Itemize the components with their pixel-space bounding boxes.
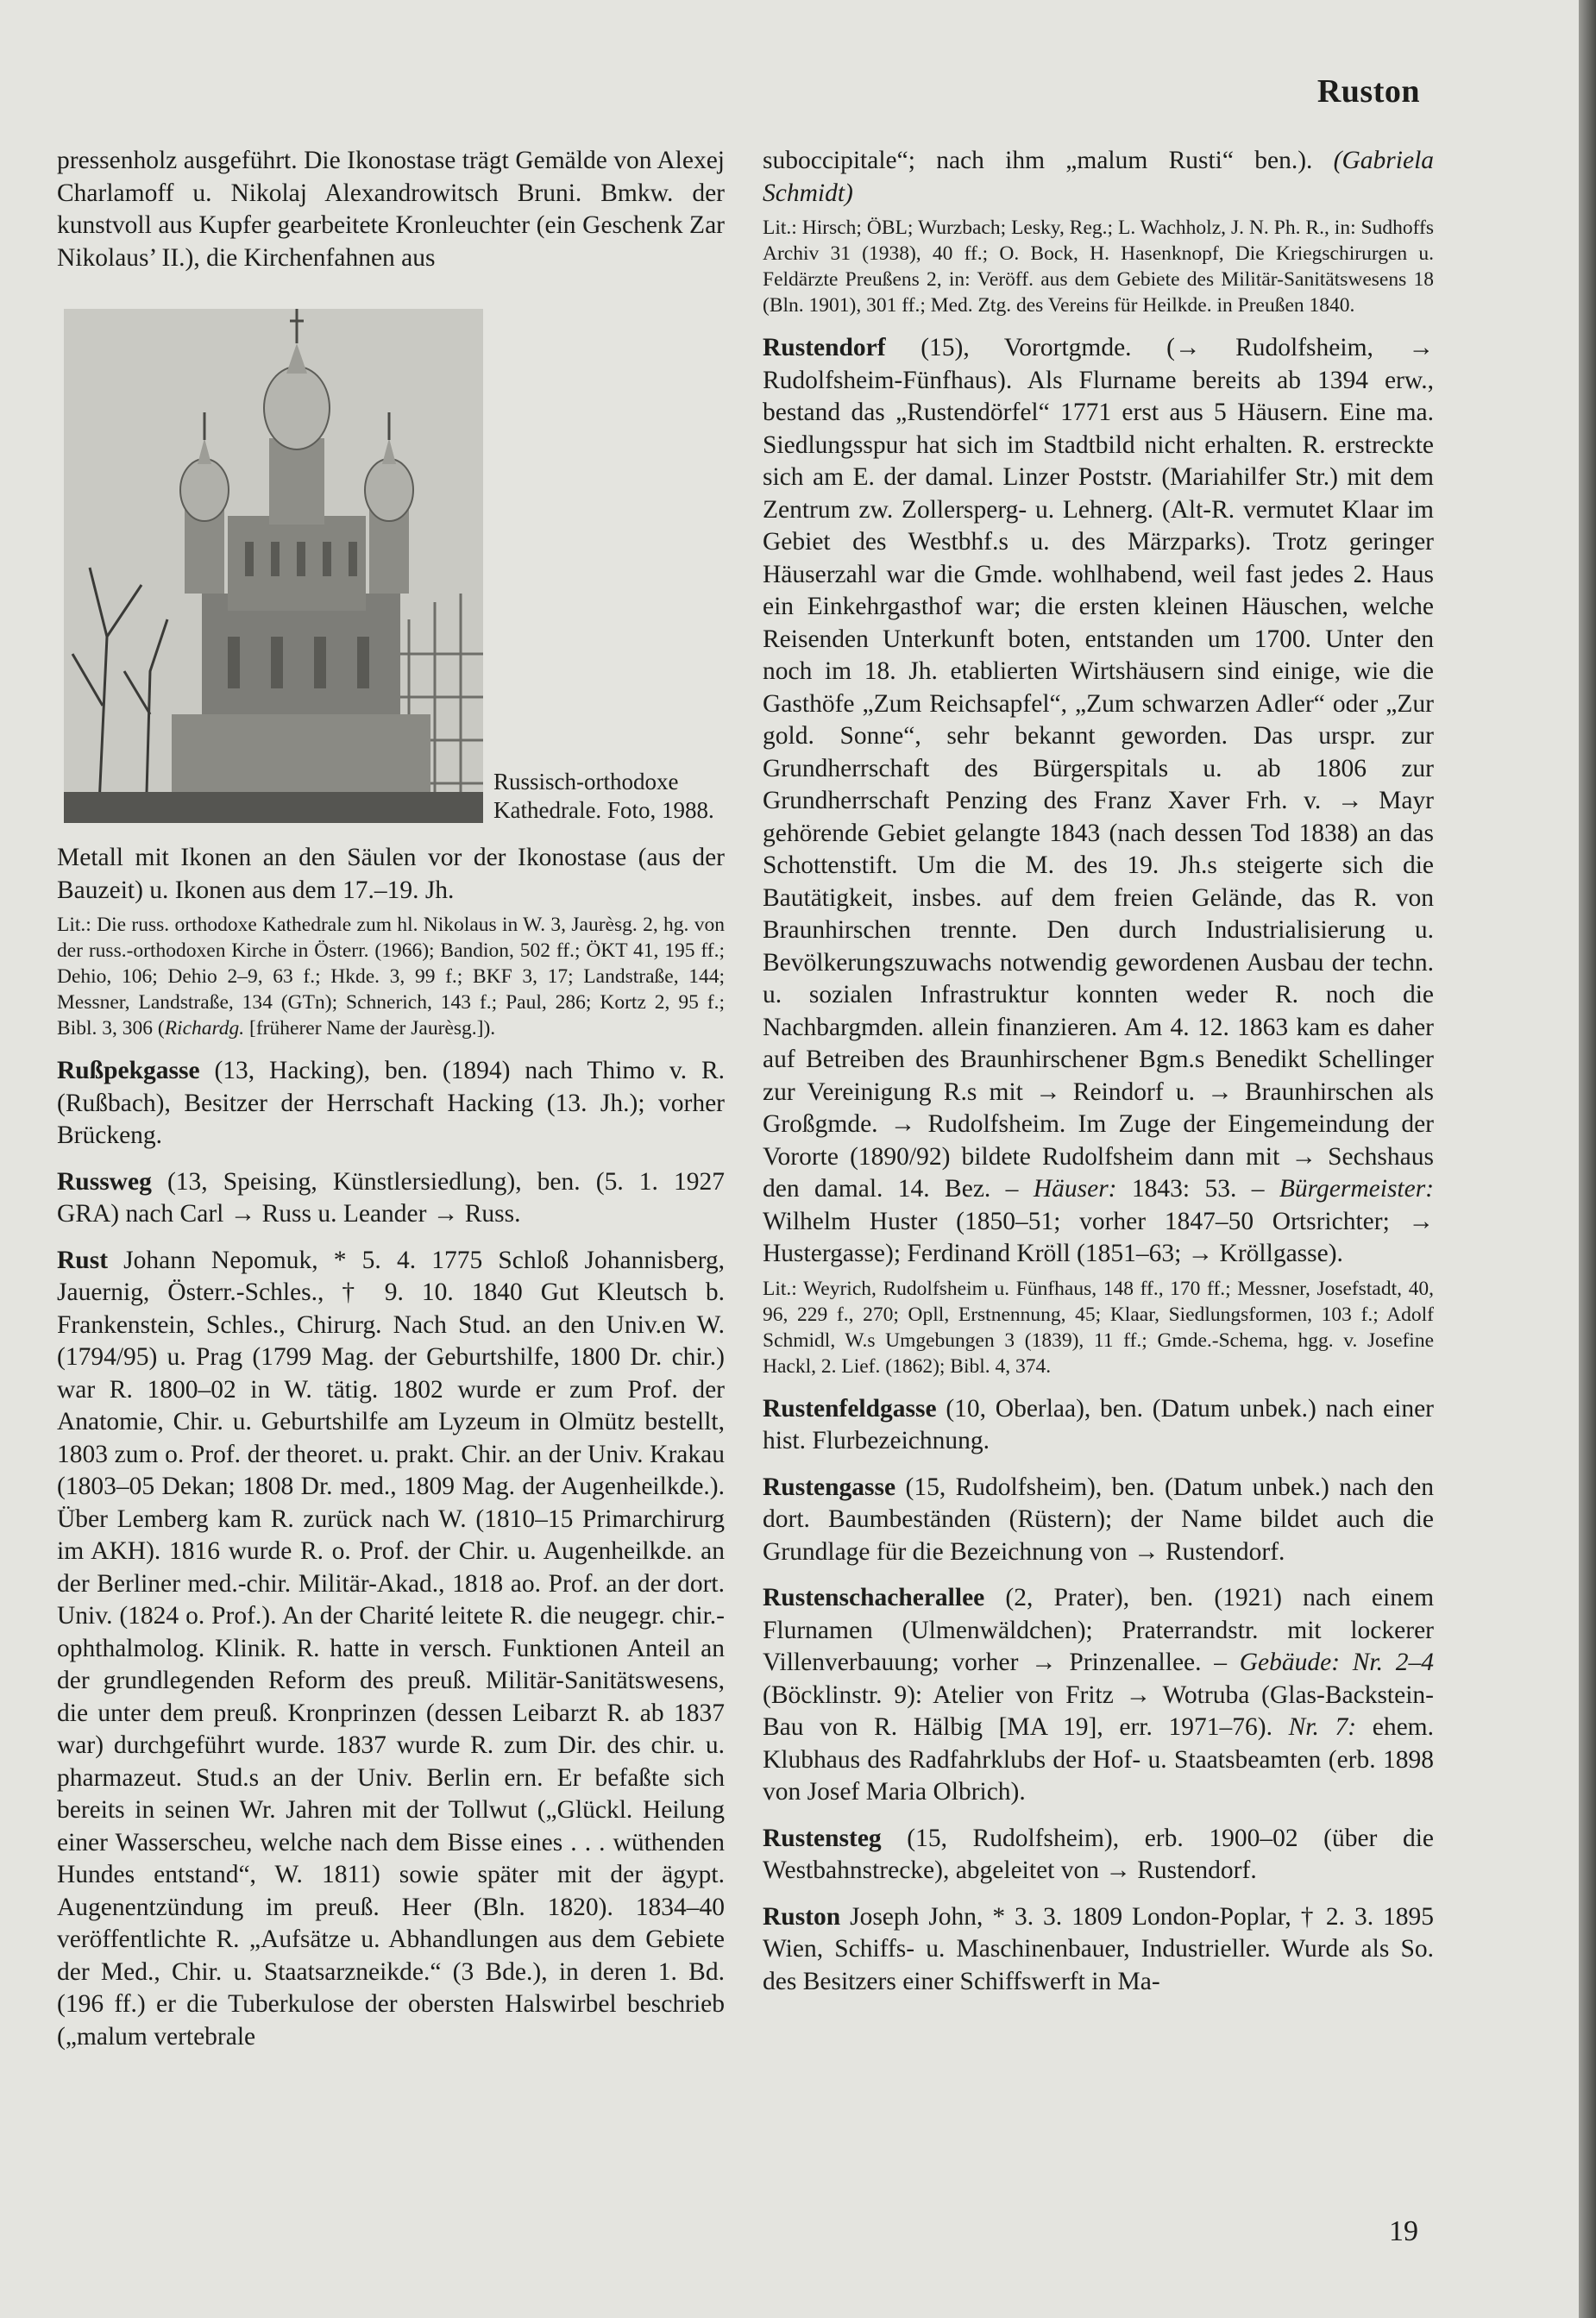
entry-text: (2, Prater), ben. (1921) nach einem Flurnamen (Ulmenwäldchen); Praterrandstr. mit lockerer Villenverbauung; vorher → Prinzenallee. – (763, 1584, 1435, 1676)
figure (57, 309, 725, 835)
entry-ruston (763, 1901, 1434, 1999)
label-buergermeister: Bürgermeister: (1279, 1175, 1435, 1203)
entry-text: (13, Hacking), ben. (1894) nach Thimo v. R. (Rußbach), Besitzer der Herrschaft Hacking (13. Jh.); vorher Brückeng. (57, 1057, 726, 1149)
running-head: Ruston (1316, 73, 1420, 110)
literature-text: Lit.: Die russ. orthodoxe Kathedrale zum hl. Nikolaus in W. 3, Jaurèsg. 2, hg. von der russ.-orthodoxen Kirche in Österr. (1966); Bandion, 502 ff.; ÖKT 41, 195 ff.; Dehio, 106; Dehio 2–9, 63 f.; Hkde. 3, 99 f.; BKF 3, 17; Landstraße, 144; Messner, Landstraße, 134 (GTn); Schnerich, 143 f.; Paul, 286; Kortz 2, 95 f.; Bibl. 3, 306 (57, 914, 725, 1040)
entry-rust (57, 1245, 725, 2054)
literature-rustendorf: Lit.: Weyrich, Rudolfsheim u. Fünfhaus, 148 ff., 170 ff.; Messner, Josefstadt, 40, 96, 229 f., 270; Opll, Erstnennung, 45; Klaar, Siedlungsformen, 103 f.; Adolf Schmidl, W.s Umgebungen 3 (1839), 11 ff.; Gmde.-Schema, hgg. v. Josefine Hackl, 2. Lief. (1862); Bibl. 4, 374. (763, 1277, 1434, 1378)
entry-text: (15, Rudolfsheim), erb. 1900–02 (über die Westbahnstrecke), abgeleitet von → Rustendorf. (763, 1824, 1434, 1884)
label-haeuser: Häuser: (1033, 1175, 1117, 1203)
haeuser-text: 1843: 53. – (1131, 1175, 1265, 1203)
entry-rustenfeldgasse (763, 1393, 1434, 1458)
headword: Rustengasse (763, 1473, 896, 1501)
entry-russpekgasse (57, 1055, 725, 1153)
headword: Ruston (763, 1902, 841, 1931)
headword: Rustenfeldgasse (763, 1394, 937, 1423)
cathedral-photo (64, 309, 483, 823)
entry-rustengasse (763, 1472, 1434, 1569)
headword: Russweg (57, 1167, 152, 1196)
entry-text: Johann Nepomuk, * 5. 4. 1775 Schloß Johannisberg, Jauernig, Österr.-Schles., † 9. 10. 1840 Gut Kleutsch b. Frankenstein, Schles., Chirurg. Nach Stud. an den Univ.en W. (1794/95) u. Prag (1799 Mag. der Geburtshilfe, 1800 Dr. chir.) war R. 1800–02 in W. tätig. 1802 wurde er zum Prof. der Anatomie, Chir. u. Geburtshilfe am Lyzeum in Olmütz bestellt, 1803 zum o. Prof. der theoret. u. prakt. Chir. an der Univ. Krakau (1803–05 Dekan; 1808 Dr. med., 1809 Mag. der Augenheilkde.). Über Lemberg kam R. zurück nach W. (1810–15 Primarchirurg im AKH). 1816 wurde R. o. Prof. der Chir. u. Augenheilkde. an der Berliner med.-chir. Militär-Akad., 1818 ao. Prof. an der dort. Univ. (1824 o. Prof.). An der Charité leitete R. die neugegr. chir.-ophthalmolog. Klinik. R. hatte in versch. Funktionen Anteil an der grundlegenden Reform des preuß. Militär-Sanitätswesens, die unter dem preuß. Kronprinzen (dessen Leibarzt R. ab 1837 war) durchgeführt wurde. 1837 wurde R. zum Dir. des chir. u. pharmazeut. Stud.s an der Univ. Berlin ern. Er befaßte sich bereits in seinen Wr. Jahren mit der Tollwut („Glückl. Heilung einer Wasserscheu, welche nach dem Bisse eines . . . wüthenden Hundes entstand“, W. 1811) sowie später mit der ägypt. Augenentzündung im preuß. Heer (Bln. 1820). 1834–40 veröffentlichte R. „Aufsätze u. Abhandlungen aus dem Gebiete der Med., Chir. u. Staatsarzneikde.“ (3 Bde.), in deren 1. Bd. (196 ff.) er die Tuberkulose der obersten Halswirbel beschrieb („malum vertebrale (57, 1246, 725, 2051)
cathedral-text-bottom: Metall mit Ikonen an den Säulen vor der Ikonostase (aus der Bauzeit) u. Ikonen aus dem 17.–19. Jh. (57, 844, 725, 904)
literature-cathedral: Lit.: Die russ. orthodoxe Kathedrale zum hl. Nikolaus in W. 3, Jaurèsg. 2, hg. von der russ.-orthodoxen Kirche in Österr. (1966); Bandion, 502 ff.; ÖKT 41, 195 ff.; Dehio, 106; Dehio 2–9, 63 f.; Hkde. 3, 99 f.; BKF 3, 17; Landstraße, 144; Messner, Landstraße, 134 (GTn); Schnerich, 143 f.; Paul, 286; Kortz 2, 95 f.; Bibl. 3, 306 (Richardg. [früherer Name der Jaurèsg.]). (57, 914, 725, 1040)
gebaeude-text: (Böcklinstr. 9): Atelier von Fritz → Wotruba (Glas-Backstein-Bau von R. Hälbig [MA 19], err. 1971–76). (763, 1680, 1434, 1741)
entry-text: suboccipitale“; nach ihm „malum Rusti“ ben.). (763, 147, 1313, 174)
literature-italic: Richardg. (164, 1017, 245, 1040)
nr7-text: ehem. Klubhaus des Radfahrklubs der Hof- u. Staatsbeamten (erb. 1898 von Josef Maria Olbrich). (763, 1713, 1434, 1806)
right-column (763, 145, 1434, 1998)
headword: Rustensteg (763, 1824, 882, 1852)
page-number: 19 (1389, 2215, 1418, 2247)
entry-text: (15, Rudolfsheim), ben. (Datum unbek.) nach den dort. Baumbeständen (Rüstern); der Name bildet auch die Grundlage für die Bezeichnung von → Rustendorf. (763, 1473, 1434, 1566)
headword: Rustendorf (763, 334, 886, 361)
headword: Rust (57, 1246, 109, 1274)
headword: Rußpekgasse (57, 1057, 200, 1084)
entry-text: Joseph John, * 3. 3. 1809 London-Poplar, † 2. 3. 1895 Wien, Schiffs- u. Maschinenbauer, Industrieller. Wurde als So. des Besitzers einer Schiffswerft in Ma- (763, 1902, 1435, 1995)
entry-rust-continued (763, 145, 1434, 210)
author: (Gabriela Schmidt) (763, 147, 1435, 207)
cathedral-illustration (64, 309, 483, 823)
photo-caption: Russisch-orthodoxe Kathedrale. Foto, 1988. (493, 769, 714, 823)
left-column (57, 145, 725, 2053)
headword: Rustenschacherallee (763, 1584, 985, 1611)
entry-rustensteg (763, 1823, 1434, 1888)
entry-russweg (57, 1166, 725, 1231)
buergermeister-text: Wilhelm Huster (1850–51; vorher 1847–50 Ortsrichter; → Hustergasse); Ferdinand Kröll (1851–63; → Kröllgasse). (763, 1207, 1434, 1267)
entry-text: (13, Speising, Künstlersiedlung), ben. (5. 1. 1927 GRA) nach Carl → Russ u. Leander → Russ. (57, 1167, 726, 1228)
label-nr7: Nr. 7: (1288, 1713, 1357, 1741)
literature-rust: Lit.: Hirsch; ÖBL; Wurzbach; Lesky, Reg.; L. Wachholz, J. N. Ph. R., in: Sudhoffs Archiv 31 (1938), 40 ff.; O. Bock, H. Hasenknopf, Die Kriegschirurgen u. Feldärzte Preußens 2, in: Veröff. aus dem Gebiete des Militär-Sanitätswesens 18 (Bln. 1901), 301 ff.; Med. Ztg. des Vereins für Heilkde. in Preußen 1840. (763, 217, 1434, 317)
page-edge-shadow (1579, 0, 1596, 2318)
entry-text: (10, Oberlaa), ben. (Datum unbek.) nach einer hist. Flurbezeichnung. (763, 1394, 1434, 1454)
entry-rustenschacherallee (763, 1582, 1434, 1809)
entry-text: (15), Vorortgmde. (→ Rudolfsheim, → Rudolfsheim-Fünfhaus). Als Flurname bereits ab 1394 erw., bestand das „Rustendörfel“ 1771 erst aus 5 Häusern. Eine ma. Siedlungsspur hat sich im Stadtbild nicht erhalten. R. erstreckte sich am E. der damal. Linzer Poststr. (Mariahilfer Str.) mit dem Zentrum zw. Zollersperg- u. Lehnerg. (Alt-R. vermutet Klaar im Gebiet des Westbhf.s u. des Märzparks). Trotz geringer Häuserzahl war die Gmde. wohlhabend, weil fast jedes 2. Haus ein Einkehrgasthof war; die ersten kleinen Häuschen, welche Reisenden Unterkunft boten, entstanden um 1700. Unter den noch im 18. Jh. etablierten Wirtshäusern sind einige, wie die Gasthöfe „Zum Reichsapfel“, „Zum schwarzen Adler“ oder „Zur gold. Sonne“, sehr bekannt geworden. Das urspr. zur Grundherrschaft des Bürgerspitals u. ab 1806 zur Grundherrschaft Penzing des Franz Xaver Frh. v. → Mayr gehörende Gebiet gelangte 1843 (nach dessen Tod 1838) an das Schottenstift. Um die M. des 19. Jh.s steigerte sich die Bautätigkeit, insbes. auf dem freien Gelände, das R. von Braunhirschen trennte. Den durch Industrialisierung u. Bevölkerungszuwachs notwendig gewordenen Ausbau der techn. u. sozialen Infrastruktur konnten weder R. noch die Nachbargmden. allein finanzieren. Am 4. 12. 1863 kam es daher auf Betreiben des Braunhirschener Bgm.s Benedikt Schellinger zur Vereinigung R.s mit → Reindorf u. → Braunhirschen als Großgmde. → Rudolfsheim. Im Zuge der Eingemeindung der Vororte (1890/92) bildete Rudolfsheim dann mit → Sechshaus den damal. 14. Bez. – (763, 334, 1434, 1203)
label-gebaeude: Gebäude: Nr. 2–4 (1239, 1649, 1435, 1676)
cathedral-text-top: pressenholz ausgeführt. Die Ikonostase trägt Gemälde von Alexej Charlamoff u. Nikolaj Alexandrowitsch Bruni. Bmkw. der kunstvoll aus Kupfer gearbeitete Kronleuchter (ein Geschenk Zar Nikolaus’ II.), die Kirchenfahnen aus (57, 147, 725, 272)
entry-rustendorf (763, 332, 1434, 1271)
literature-end: [früherer Name der Jaurèsg.]). (249, 1017, 496, 1040)
